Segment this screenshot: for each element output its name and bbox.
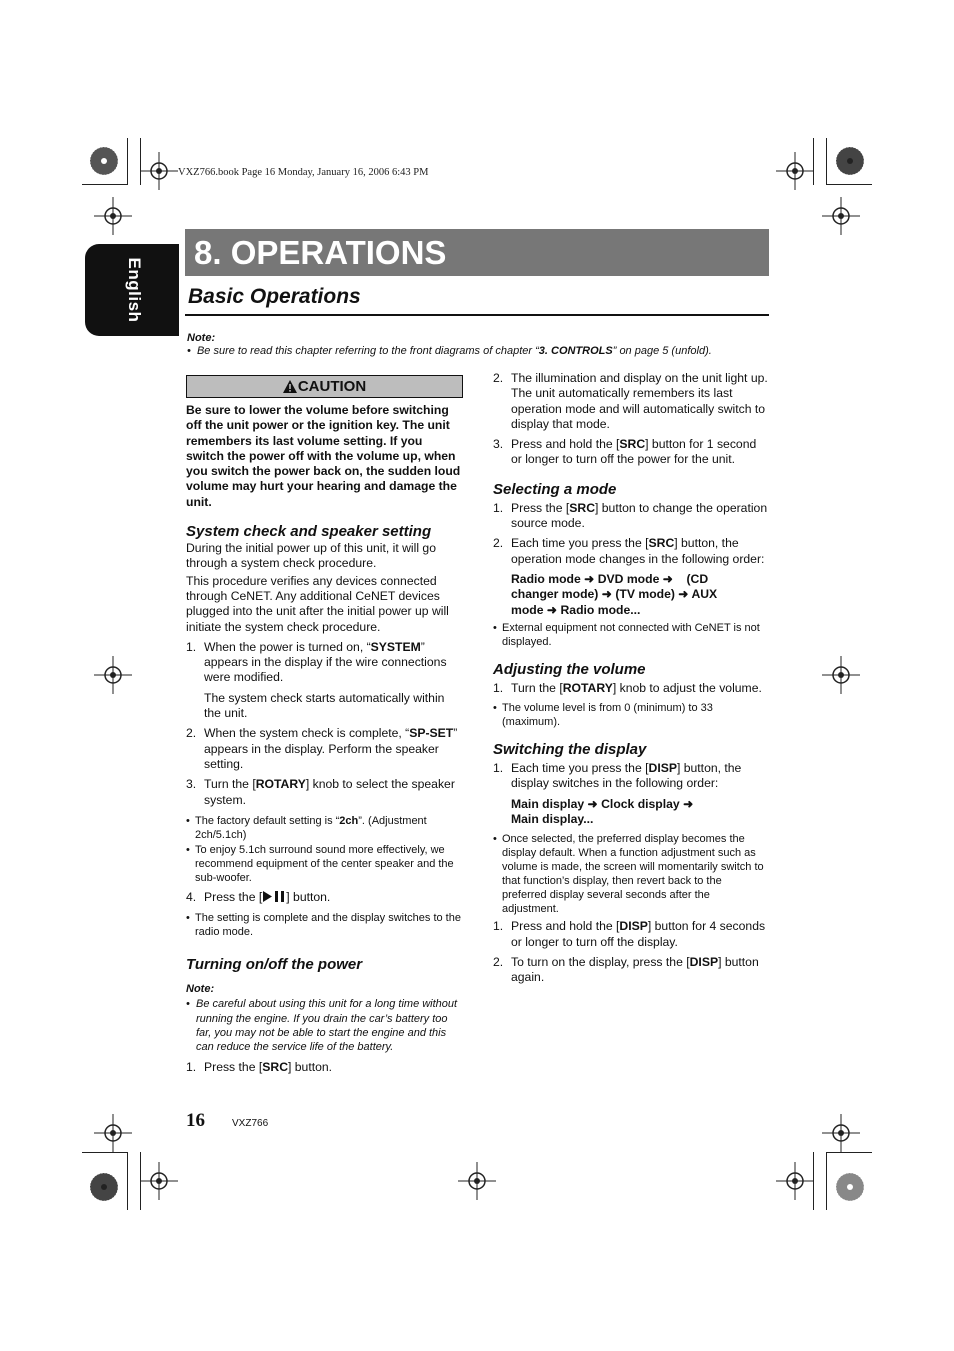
default-value: 2ch (339, 814, 359, 827)
bullet-item: • To enjoy 5.1ch surround sound more effectively, we recommend equipment of the center speaker and the sub-woofer. (186, 843, 462, 885)
chapter-title: 8. OPERATIONS (194, 234, 447, 271)
step-text: ” appears in the display. Perform the speaker setting. (204, 726, 458, 771)
list-item: 1. Press and hold the [DISP] button for 4 seconds or longer to turn off the display. (493, 919, 766, 949)
book-header: VXZ766.book Page 16 Monday, January 16, 2006 6:43 PM (178, 167, 429, 178)
step-text: ] knob to select the speaker system. (204, 777, 455, 807)
play-pause-icon (262, 891, 286, 902)
system-check-p2: This procedure verifies any devices connected through CeNET. Any additional CeNET devices plugged into the unit after the initial power up will initiate the system check procedure. (186, 573, 449, 634)
step-text: To turn on the display, press the [ (511, 954, 690, 969)
bullet-item: • The volume level is from 0 (minimum) to 33 (maximum). (493, 701, 769, 729)
language-tab (85, 244, 179, 336)
registration-mark-icon (140, 152, 178, 190)
step-text: ] button, the operation mode changes in the following order: (511, 536, 765, 566)
left-column (186, 375, 462, 1075)
power-note-text: Be careful about using this unit for a long time without running the engine. If you drain the car’s battery too far, you may not be able to start the engine and this can reduce the service life of the battery. (196, 998, 458, 1054)
list-item: 1. Each time you press the [DISP] button, the display switches in the following order: (493, 761, 742, 791)
system-check-sub: The system check starts automatically within the unit. (204, 690, 445, 721)
key-name: ROTARY (255, 777, 306, 792)
starburst-mark-icon (835, 1172, 865, 1202)
power-heading: Turning on/off the power (186, 956, 363, 974)
step-text: ] button again. (511, 954, 759, 985)
registration-mark-icon (822, 1114, 860, 1152)
registration-mark-icon (458, 1162, 496, 1200)
step-text: ” appears in the display if the wire connections were modified. (204, 639, 447, 685)
key-name: SRC (569, 500, 595, 515)
step-text: When the power is turned on, “ (204, 639, 371, 654)
step-text: Each time you press the [ (511, 761, 649, 776)
bullet-item: • Once selected, the preferred display becomes the display default. When a function adjustment such as volume is made, the screen will momentarily switch to that function’s display, then revert back to the preferred display several seconds after the adjustment. (493, 832, 769, 916)
mode-heading: Selecting a mode (493, 480, 617, 498)
note-text-post: ” on page 5 (unfold). (612, 345, 712, 357)
bullet-item: • The setting is complete and the display switches to the radio mode. (186, 911, 462, 939)
bullet-item (186, 814, 462, 842)
registration-mark-icon (140, 1162, 178, 1200)
language-tab-label: English (125, 257, 144, 323)
step-text: When the system check is complete, “ (204, 726, 410, 741)
step-text: Press the [ (204, 1059, 263, 1074)
bullet-text: The factory default setting is “ (195, 814, 340, 827)
step-text: The illumination and display on the unit light up. The unit automatically remembers its last operation mode and will automatically switch to display that mode. (511, 371, 768, 431)
key-name: SRC (619, 437, 646, 452)
note-label: Note: (187, 332, 216, 344)
starburst-mark-icon (835, 146, 865, 176)
display-word: SP-SET (409, 726, 454, 741)
list-item: 1. Press the [SRC] button to change the operation source mode. (493, 500, 768, 531)
key-name: DISP (619, 919, 648, 934)
step-text: Press and hold the [ (511, 437, 620, 452)
note-text-pre: Be sure to read this chapter referring to the front diagrams of chapter “ (196, 345, 539, 357)
step-text: Each time you press the [ (511, 536, 649, 551)
registration-mark-icon (94, 1114, 132, 1152)
key-name: DISP (689, 954, 719, 969)
note-label: Note: (186, 983, 215, 996)
bullet-text: ”. (Adjustment 2ch/5.1ch) (195, 814, 427, 841)
sequence-line: Main display ➜ Clock display ➜ (511, 796, 694, 811)
key-name: ROTARY (562, 680, 613, 695)
bullet-item: • External equipment not connected with CeNET is not displayed. (493, 621, 769, 649)
step-text: ] button for 4 seconds or longer to turn off the display. (511, 919, 766, 949)
list-item: 1. Turn the [ROTARY] knob to adjust the volume. (493, 680, 762, 695)
display-sequence (493, 797, 769, 828)
step-text: ] button to change the operation source mode. (511, 500, 768, 531)
step-text: ] button. (286, 889, 331, 904)
system-check-heading: System check and speaker setting (186, 523, 432, 541)
note-chapter-ref: 3. CONTROLS (538, 345, 613, 357)
section-title: Basic Operations (188, 285, 361, 308)
registration-mark-icon (776, 1162, 814, 1200)
system-check-p1: During the initial power up of this unit, it will go through a system check procedure. (186, 541, 436, 571)
sequence-line: Main display... (511, 812, 594, 827)
volume-heading: Adjusting the volume (493, 660, 646, 678)
list-item: 2. Each time you press the [SRC] button, the operation mode changes in the following order: (493, 536, 765, 566)
top-note (187, 332, 772, 358)
note-text: • Be sure to read this chapter referring to the front diagrams of chapter “3. CONTROLS” on page 5 (unfold). (187, 345, 712, 357)
display-word: SYSTEM (370, 639, 421, 654)
section-divider (185, 314, 769, 316)
registration-mark-icon (94, 656, 132, 694)
list-item: 3. Turn the [ROTARY] knob to select the speaker system. (186, 777, 455, 807)
registration-mark-icon (776, 152, 814, 190)
key-name: SRC (262, 1059, 288, 1074)
sequence-line: Radio mode ➜ DVD mode ➜ (CD (511, 571, 709, 586)
starburst-mark-icon (89, 146, 119, 176)
list-item: 2. To turn on the display, press the [DISP] button again. (493, 954, 759, 985)
caution-label: CAUTION (297, 378, 367, 395)
sequence-line: mode ➜ Radio mode... (511, 602, 641, 617)
starburst-mark-icon (89, 1172, 119, 1202)
list-item: 2. The illumination and display on the unit light up. The unit automatically remembers its last operation mode and will automatically switch to display that mode. (493, 371, 768, 431)
sequence-line: changer mode) ➜ (TV mode) ➜ AUX (511, 587, 718, 602)
power-note: • Be careful about using this unit for a long time without running the engine. If you drain the car’s battery too far, you may not be able to start the engine and this can reduce the service life of the battery. (186, 998, 458, 1054)
warning-icon (283, 380, 297, 393)
list-item: 2. When the system check is complete, “SP-SET” appears in the display. Perform the speaker setting. (186, 726, 458, 771)
mode-sequence (493, 572, 769, 618)
step-text: ] knob to adjust the volume. (612, 680, 762, 695)
model-name: VXZ766 (232, 1118, 269, 1129)
step-text: ] button. (288, 1059, 333, 1074)
step-text: Press and hold the [ (511, 919, 620, 934)
registration-mark-icon (822, 656, 860, 694)
key-name: SRC (648, 536, 675, 551)
list-item: 4. Press the [ ] button. (186, 889, 331, 904)
chapter-title-bar (185, 229, 769, 276)
registration-mark-icon (94, 197, 132, 235)
display-heading: Switching the display (493, 741, 647, 759)
list-item: 1. Press the [SRC] button. (186, 1059, 333, 1074)
page-number: 16 (186, 1110, 205, 1131)
key-name: DISP (648, 761, 677, 776)
right-column (493, 371, 769, 986)
step-text: Press the [ (511, 500, 570, 515)
registration-mark-icon (822, 197, 860, 235)
list-item: 1. When the power is turned on, “SYSTEM” appears in the display if the wire connections were modified. (186, 639, 447, 685)
caution-text: Be sure to lower the volume before switching off the unit power or the ignition key. The unit remembers its last volume setting. If you switch the power off with the volume up, when you switch the power back on, the sudden loud volume may hurt your hearing and damage the unit. (186, 403, 461, 509)
caution-box (186, 375, 463, 398)
step-text: ] button for 1 second or longer to turn off the power for the unit. (511, 437, 757, 467)
step-text: ] button, the display switches in the following order: (511, 761, 742, 791)
list-item: 3. Press and hold the [SRC] button for 1 second or longer to turn off the power for the unit. (493, 437, 757, 467)
step-text: Turn the [ (511, 680, 563, 695)
step-text: Turn the [ (204, 777, 256, 792)
step-text: Press the [ (204, 889, 263, 904)
